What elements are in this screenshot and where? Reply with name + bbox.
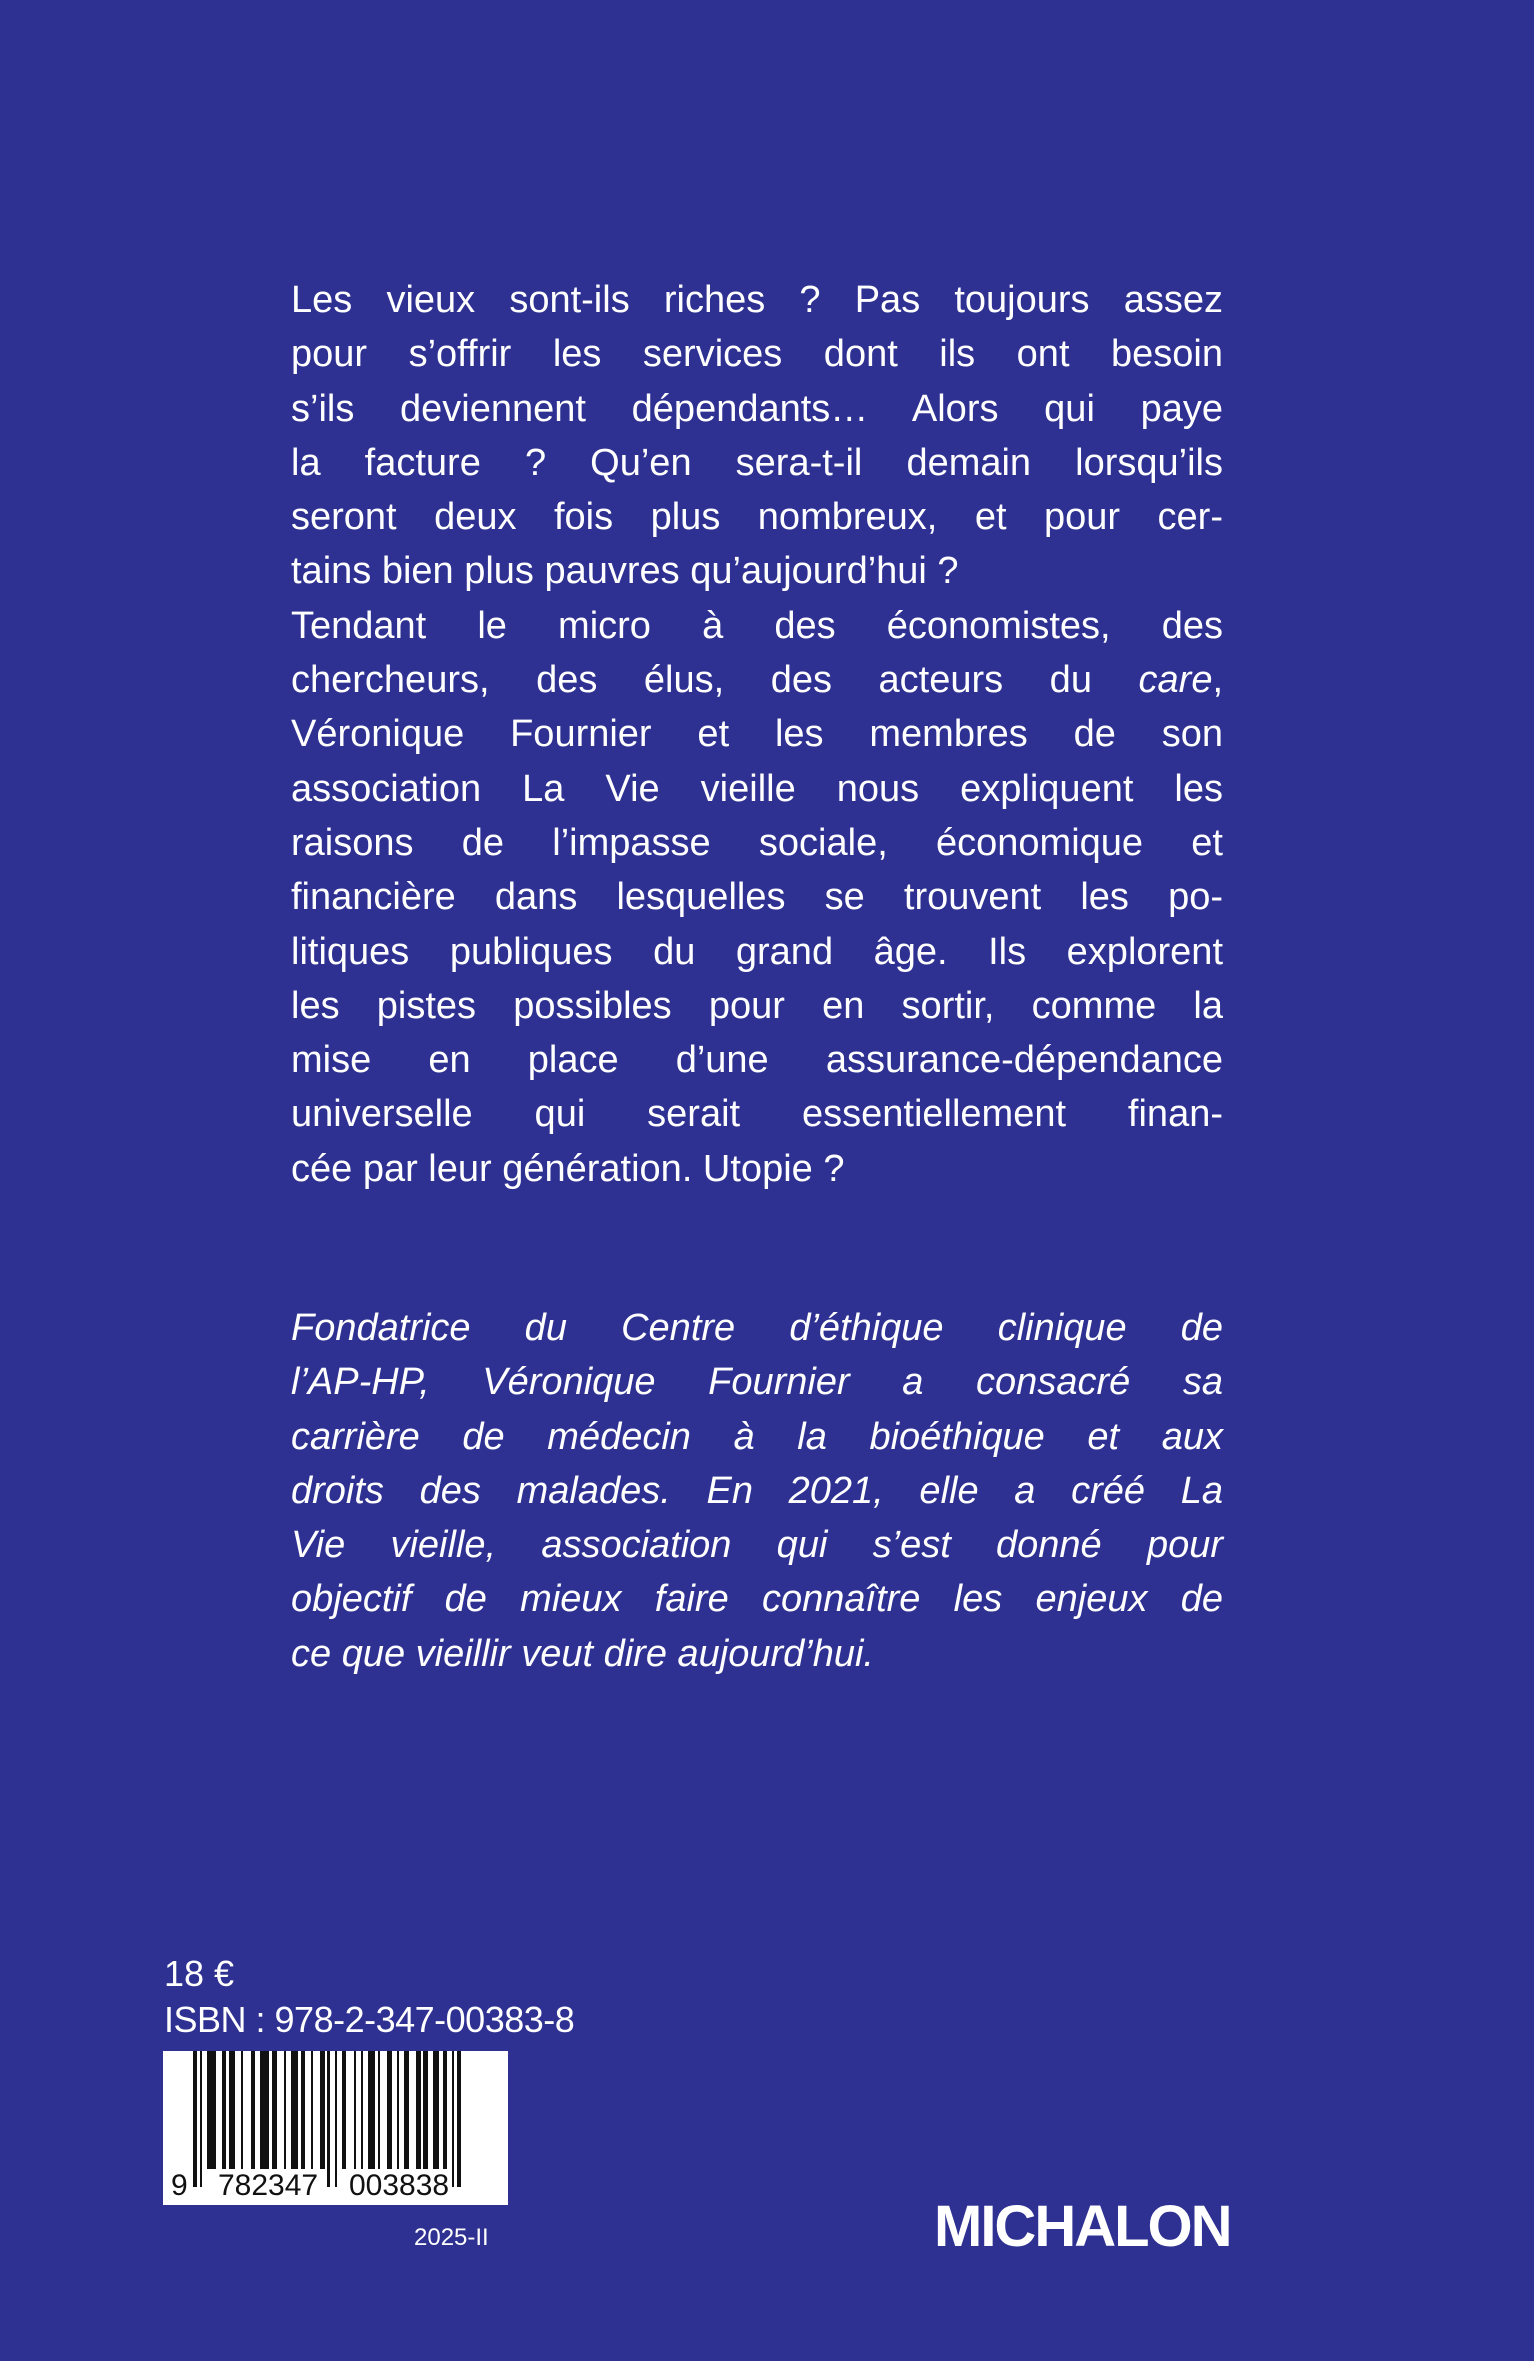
barcode-bar xyxy=(342,2051,346,2169)
summary-line: Tendant le micro à des économistes, des xyxy=(291,604,1223,647)
publisher-logo: MICHALON xyxy=(934,2194,1231,2259)
summary-line-text: chercheurs, des élus, des acteurs du xyxy=(291,659,1092,702)
summary-line: seront deux fois plus nombreux, et pour cer- xyxy=(291,496,1223,539)
price: 18 € xyxy=(164,1953,235,1994)
summary-line: universelle qui serait essentiellement finan- xyxy=(291,1093,1223,1136)
barcode-digit-first: 9 xyxy=(171,2169,188,2202)
barcode-bar xyxy=(433,2051,439,2169)
barcode-digits-left: 782347 xyxy=(218,2169,319,2202)
barcode-bar xyxy=(260,2051,269,2169)
italic-word: care xyxy=(1138,659,1213,702)
isbn: ISBN : 978-2-347-00383-8 xyxy=(164,1999,575,2040)
barcode-bars xyxy=(193,2051,483,2171)
bio-line: ce que vieillir veut dire aujourd’hui. xyxy=(291,1632,874,1675)
barcode-bar xyxy=(378,2051,380,2169)
punctuation: , xyxy=(1212,659,1224,702)
barcode-bar xyxy=(368,2051,374,2169)
barcode-bar xyxy=(327,2051,329,2187)
barcode-bar xyxy=(241,2051,243,2169)
summary-line: Véronique Fournier et les membres de son xyxy=(291,713,1223,756)
barcode-bar xyxy=(291,2051,297,2169)
summary-line: raisons de l’impasse sociale, économique et xyxy=(291,821,1223,864)
barcode-bar xyxy=(397,2051,399,2169)
barcode-bar xyxy=(193,2051,197,2187)
author-bio xyxy=(291,1301,1223,1681)
summary-line: financière dans lesquelles se trouvent les po- xyxy=(291,876,1223,919)
summary-line: tains bien plus pauvres qu’aujourd’hui ? xyxy=(291,550,959,593)
barcode-digits-right: 003838 xyxy=(349,2169,450,2202)
bio-line: carrière de médecin à la bioéthique et aux xyxy=(291,1415,1223,1458)
barcode-bar xyxy=(207,2051,216,2169)
summary-line xyxy=(291,653,1223,707)
barcode-bar xyxy=(404,2051,408,2169)
barcode-bar xyxy=(387,2051,391,2169)
barcode-bar xyxy=(222,2051,226,2169)
barcode-bar xyxy=(229,2051,235,2169)
barcode-bar xyxy=(200,2051,202,2187)
bio-line: Fondatrice du Centre d’éthique clinique de xyxy=(291,1307,1223,1349)
bio-line: droits des malades. En 2021, elle a créé La xyxy=(291,1469,1223,1512)
barcode-bar xyxy=(311,2051,313,2169)
summary-line: cée par leur génération. Utopie ? xyxy=(291,1147,845,1190)
summary-line: litiques publiques du grand âge. Ils explorent xyxy=(291,930,1223,973)
edition-code: 2025-II xyxy=(414,2224,489,2251)
barcode-bar xyxy=(452,2051,454,2187)
barcode-bar xyxy=(354,2051,356,2169)
barcode-bar xyxy=(272,2051,276,2169)
bio-line: objectif de mieux faire connaître les enjeux de xyxy=(291,1578,1223,1621)
barcode xyxy=(163,2051,508,2205)
barcode-bar xyxy=(251,2051,255,2169)
barcode-bar xyxy=(284,2051,286,2169)
barcode-bar xyxy=(443,2051,447,2169)
summary-line: s’ils deviennent dépendants… Alors qui paye xyxy=(291,387,1223,430)
summary-line: pour s’offrir les services dont ils ont besoin xyxy=(291,333,1223,376)
summary-line: association La Vie vieille nous expliquent les xyxy=(291,767,1223,810)
summary-line: la facture ? Qu’en sera-t-il demain lorsqu’ils xyxy=(291,441,1223,484)
summary-paragraph xyxy=(291,273,1223,1196)
summary-line: les pistes possibles pour en sortir, comme la xyxy=(291,984,1223,1027)
summary-line: mise en place d’une assurance-dépendance xyxy=(291,1039,1223,1082)
barcode-bar xyxy=(361,2051,363,2169)
barcode-bar xyxy=(416,2051,420,2169)
barcode-bar xyxy=(301,2051,305,2169)
bio-line: Vie vieille, association qui s’est donné pour xyxy=(291,1524,1223,1567)
barcode-bar xyxy=(423,2051,427,2169)
summary-line: Les vieux sont-ils riches ? Pas toujours assez xyxy=(291,279,1223,321)
barcode-bar xyxy=(335,2051,337,2187)
barcode-bar xyxy=(457,2051,461,2187)
barcode-bar xyxy=(320,2051,324,2169)
bio-line: l’AP-HP, Véronique Fournier a consacré sa xyxy=(291,1361,1223,1404)
